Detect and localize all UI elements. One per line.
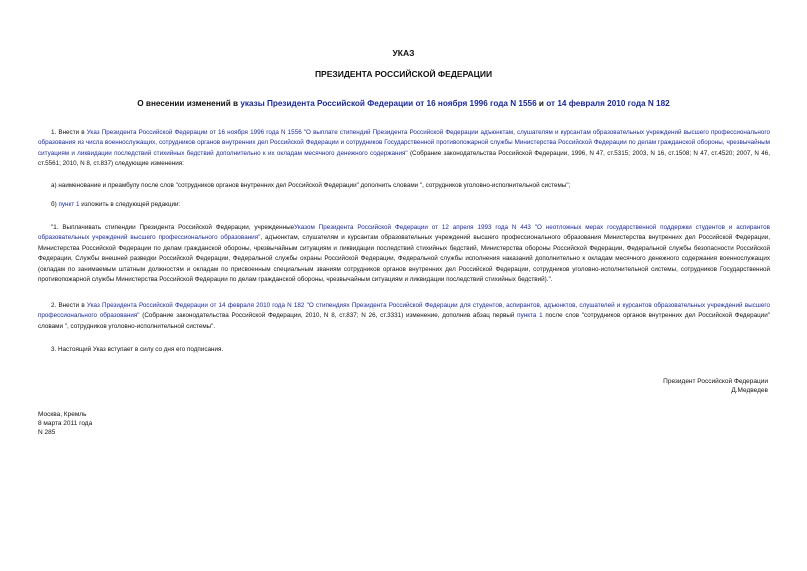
paragraph-a: а) наименование и преамбулу после слов "сотрудников органов внутренних дел Российской Федерации" дополнить словами ", сотрудников уголовно-исполнительной системы";	[51, 182, 571, 189]
paragraph-b	[51, 200, 770, 210]
paragraph-1-link[interactable]: Указ Президента Российской Федерации от 16 ноября 1996 года N 1556 "О выплате стипендий Президента Российской Федерации адъюнктам, слушателям и курсантам образовательных учреждений высшего профессионального образования из числа военнослужащих, сотрудников органов внутренних дел Российской Федерации и сотрудников Государственной противопожарной службы Министерства Российской Федерации по делам гражданской обороны, чрезвычайным ситуациям и ликвидации последствий стихийных бедствий дополнительно к их окладам месячного денежного содержания"	[38, 129, 770, 157]
decree-heading: УКАЗ	[392, 48, 415, 58]
decree-title-and: и	[536, 99, 547, 108]
decree-issuer: ПРЕЗИДЕНТА РОССИЙСКОЙ ФЕДЕРАЦИИ	[314, 69, 493, 79]
signatory-name: Д.Медведев	[731, 387, 768, 394]
decree-title-link-1[interactable]: указы Президента Российской Федерации от 16 ноября 1996 года N 1556	[240, 99, 537, 108]
paragraph-2-link-1[interactable]: Указ Президента Российской Федерации от 14 февраля 2010 года N 182 "О стипендиях Президента Российской Федерации для студентов, аспирантов, адъюнктов, слушателей и курсантов образовательных учреждений высшего профессионального образования"	[38, 302, 770, 320]
quoted-paragraph-rest: , адъюнктам, слушателям и курсантам образовательных учреждений высшего профессионального образования Министерства внутренних дел Российской Федерации, Министерства Российской Федерации по делам гражданской обороны, чрезвычайным ситуациям и ликвидации последствий стихийных бедствий, Министерства обороны Российской Федерации, Федеральной службы безопасности Российской Федерации, Службы внешней разведки Российской Федерации, Федеральной службы охраны Российской Федерации, Федеральной службы исполнения наказаний дополнительно к окладам месячного денежного содержания военнослужащих (окладам по занимаемым штатным должностям и окладам по присвоенным специальным званиям сотрудников органов внутренних дел Российской Федерации, сотрудников уголовно-исполнительной системы, сотрудников Государственной противопожарной службы Министерства Российской Федерации по делам гражданской обороны, чрезвычайным ситуациям и ликвидации последствий стихийных бедствий).".	[38, 234, 770, 284]
signature-block	[663, 377, 768, 395]
paragraph-b-lead: б)	[51, 201, 59, 208]
issue-details	[38, 410, 92, 437]
quoted-paragraph-link[interactable]: Указом Президента Российской Федерации от 12 апреля 1993 года N 443 "О неотложных мерах государственной поддержки студентов и аспирантов образовательных учреждений высшего профессионального образования"	[38, 224, 770, 242]
paragraph-2-rest: после слов "сотрудников органов внутренних дел Российской Федерации" словами ", сотрудников уголовно-исполнительной системы".	[38, 312, 770, 330]
paragraph-b-link[interactable]: пункт 1	[58, 201, 80, 208]
paragraph-3: 3. Настоящий Указ вступает в силу со дня его подписания.	[51, 346, 224, 353]
signatory-title: Президент Российской Федерации	[663, 378, 768, 385]
paragraph-1-rest: (Собрание законодательства Российской Федерации, 1996, N 47, ст.5315; 2003, N 16, ст.1508; N 47, ст.4520; 2007, N 46, ст.5561; 2010, N 8, ст.837) следующие изменения:	[38, 149, 770, 168]
decree-title	[0, 99, 807, 108]
issue-date: 8 марта 2011 года	[38, 420, 93, 427]
paragraph-1	[38, 128, 770, 170]
issue-number: N 285	[38, 429, 56, 436]
paragraph-2-mid: (Собрание законодательства Российской Федерации, 2010, N 8, ст.837; N 26, ст.3331) изменение, дополнив абзац первый	[139, 312, 518, 320]
quoted-paragraph-lead: "1. Выплачивать стипендии Президента Российской Федерации, учрежденные	[51, 224, 295, 231]
decree-title-link-2[interactable]: от 14 февраля 2010 года N 182	[546, 99, 670, 108]
paragraph-1-lead: 1. Внести в	[51, 129, 87, 136]
paragraph-b-rest: изложить в следующей редакции:	[79, 201, 181, 208]
paragraph-2-link-2[interactable]: пункта 1	[517, 312, 543, 320]
paragraph-2	[38, 301, 770, 332]
issue-place: Москва, Кремль	[38, 411, 87, 418]
decree-title-text: О внесении изменений в	[137, 99, 241, 108]
quoted-paragraph	[38, 223, 770, 285]
paragraph-2-lead: 2. Внести в	[51, 302, 87, 309]
